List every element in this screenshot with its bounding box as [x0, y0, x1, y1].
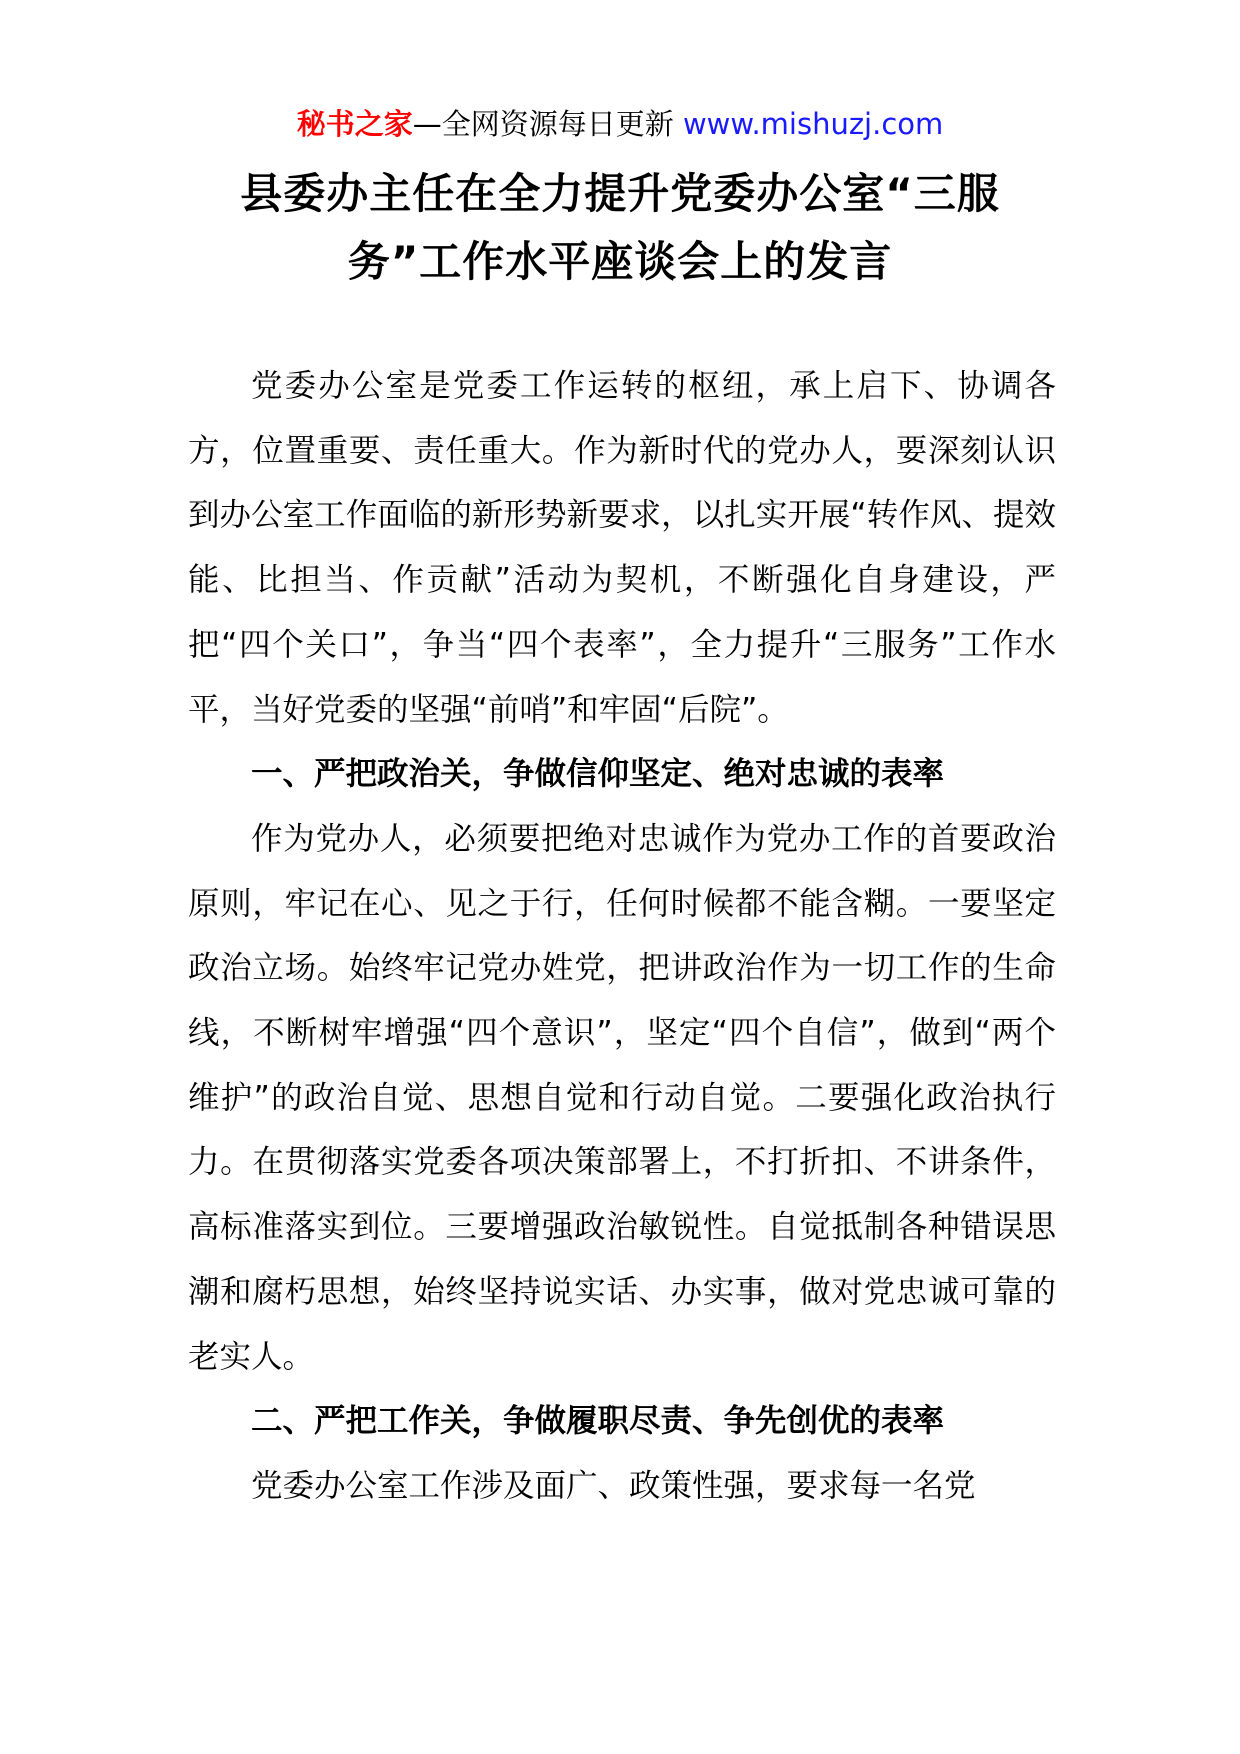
- section-heading-1: 一、严把政治关，争做信仰坚定、绝对忠诚的表率: [251, 755, 945, 793]
- website-link[interactable]: www.mishuzj.com: [682, 107, 944, 141]
- title-line-2: 务”工作水平座谈会上的发言: [347, 237, 893, 286]
- banner-slogan: —全网资源每日更新: [412, 107, 674, 141]
- document-body: [188, 354, 1056, 1519]
- section-heading-2: 二、严把工作关，争做履职尽责、争先创优的表率: [251, 1402, 945, 1440]
- section-2-paragraph: 党委办公室工作涉及面广、政策性强，要求每一名党: [251, 1467, 976, 1504]
- intro-paragraph: 党委办公室是党委工作运转的枢纽，承上启下、协调各方，位置重要、责任重大。作为新时代的党办人，要深刻认识到办公室工作面临的新形势新要求，以扎实开展“转作风、提效能、比担当、作贡献”活动为契机，不断强化自身建设，严把“四个关口”，争当“四个表率”，全力提升“三服务”工作水平，当好党委的坚强“前哨”和牢固“后院”。: [188, 368, 1056, 728]
- section-1-paragraph: 作为党办人，必须要把绝对忠诚作为党办工作的首要政治原则，牢记在心、见之于行，任何时候都不能含糊。一要坚定政治立场。始终牢记党办姓党，把讲政治作为一切工作的生命线，不断树牢增强“四个意识”，坚定“四个自信”，做到“两个维护”的政治自觉、思想自觉和行动自觉。二要强化政治执行力。在贯彻落实党委各项决策部署上，不打折扣、不讲条件，高标准落实到位。三要增强政治敏锐性。自觉抵制各种错误思潮和腐朽思想，始终坚持说实话、办实事，做对党忠诚可靠的老实人。: [188, 820, 1056, 1375]
- title-line-1: 县委办主任在全力提升党委办公室“三服: [240, 169, 1000, 218]
- document-title: [150, 160, 1090, 296]
- brand-name: 秘书之家: [296, 107, 413, 141]
- site-banner: [0, 104, 1240, 144]
